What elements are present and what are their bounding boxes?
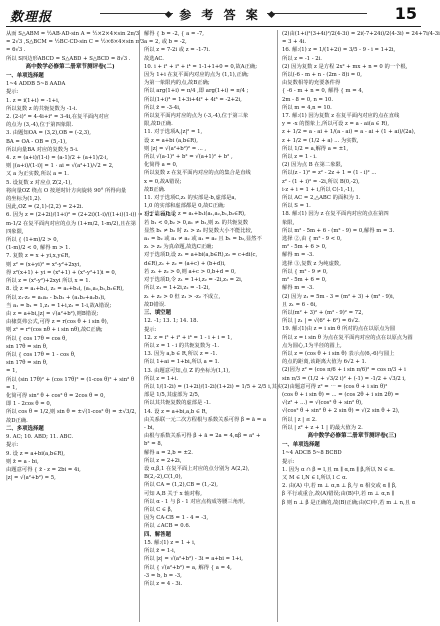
answer-line: (2) 因为复数 z 是方程 2x² + mx + n = 0 的一个根, xyxy=(282,63,408,70)
answer-line: 所以 { cos 17θ = cos θ, xyxy=(6,335,68,342)
answer-line: 所以 ∠ACB = 0.6. xyxy=(144,523,191,530)
answer-line: 又 a 为正实数,所以 a = 1. xyxy=(6,171,69,178)
answer-line: 1~4 ADDB 5~8 AADA xyxy=(6,81,66,88)
answer-line: 所以 { √(a²+b²) = a, 解得 { a = 4, xyxy=(144,564,232,571)
answer-line: x = 0,故A错误; xyxy=(144,178,182,185)
part-heading: 一、单项选择题 xyxy=(6,72,44,79)
answer-line: 所以 z = (cos θ + i sin θ) 表示点(6,-6)与圆上 xyxy=(282,350,395,357)
answer-line: 所以 m = 4,n = 10. xyxy=(282,104,332,111)
answer-line: √(z² + ...) = √(cos² θ + sin² θ), xyxy=(282,400,363,407)
answer-line: (2)由题意可得 z² = ⋯ = (cos θ + i sin θ)² xyxy=(282,383,388,390)
answer-line: 所以复平面内对应的点为 (-3,-4),位于第三象 xyxy=(144,113,249,120)
answer-line: √(cos² θ + sin² θ + 2 sin θ) = √(2 sin θ + 2), xyxy=(282,408,400,415)
answer-line: 由题意可得 { z̄ - z = 2bi = 4i, xyxy=(6,466,81,473)
answer-line: 解得 { b = -2, { a = -7, xyxy=(144,31,204,37)
answer-line: 由根与系数关系可得 β + ā = 2a = 4,αβ = a² + xyxy=(144,433,261,440)
answer-line: 由 z = a+bi,|z| = √(a²+b²),则B错误; xyxy=(6,310,99,317)
part-heading: 四、解答题 xyxy=(144,531,171,538)
column-right xyxy=(282,30,440,622)
answer-line: 所以(m² + 3)² + (m² - 9)² = 72, xyxy=(282,309,364,316)
answer-line: a₁ = b₂ 或 a₁ ≠ a₂ 或 a₁ = a₂ 且 b₁ = b₂,显然不 xyxy=(144,236,262,243)
answer-line: 对于选项D,设 z = a₁+b₁i(a₁,a₂,b₁,b₂∈R), xyxy=(144,211,246,218)
answer-line: β 则 n ⊥ β 是正确的,故(B)正确;由(C)中,若 m ⊥ n,且 α xyxy=(282,499,416,506)
answer-line: 所以其共轭复数的虚部是 -1. xyxy=(144,400,211,407)
answer-line: (2)由(1+i)²(3+4i)²/2(4-3i) = 2i(-7+24i)/2(4-3i) = 24+7i/4-3i xyxy=(282,31,440,37)
answer-line: 点为圆心,1为半径的圆上, xyxy=(282,342,342,349)
answer-line: 6. 因为 z = (2+2i)/(1+i)² = (2+2i)(1-i)/((1+i)(1-i)) = 1/2 + m/2 i, xyxy=(6,212,176,219)
answer-line: 所以 √(a-1)² + b² = √(a+1)² + b² , xyxy=(144,154,233,161)
answer-line: sin 17θ = sin θ, xyxy=(6,343,48,350)
part-heading: 二、多项选择题 xyxy=(6,425,44,432)
answer-line: = 6√3 . xyxy=(6,47,26,54)
answer-line: BA = OA - OB = (5,-1), xyxy=(6,138,67,145)
answer-line: 所以 cos θ = 1/2,则 sin θ = ±√(1-cos² θ) = ±√3/2, xyxy=(6,409,137,416)
answer-line: 所以 α - 1 与 β - 1 对应点构成等腰三角形, xyxy=(144,498,245,505)
answer-line: d∈R),z₁ + z₂ = (a+c) + (b+d)i, xyxy=(144,260,226,267)
answer-line: 2. 由(A) 中,若 m ⊥ α,n ⊥ β,与 α 相交或 α ∥ β, xyxy=(282,483,397,490)
answer-line: 18. 解:(1) 因为 z 在复平面内对应的点在第四 xyxy=(282,211,389,218)
answer-line: 化简可得 sin² θ + cos² θ = 2cos θ = 0, xyxy=(6,392,106,399)
answer-line: 1~4 ADCB 5~8 BCBD xyxy=(282,450,342,457)
answer-line: 若 b₁ < 0,b₂ > 0,a₁ ≠ b₂,则 z₁ 的共轭复数 xyxy=(144,219,249,226)
column-middle xyxy=(144,30,283,622)
answer-line: m² - 5m + 6 > 0, xyxy=(282,244,327,251)
answer-line: 1. z = i(1+i) = -1+i, xyxy=(6,97,60,104)
answer-line: 部是 1/5,其虚部为 2/5, xyxy=(144,392,200,399)
answer-line: 所以(z - 1)² = z² - 2z + 1 = (1 - i)² ... xyxy=(282,170,377,177)
answer-line: 9. 设 z = a+bi(a,b∈R), xyxy=(6,450,65,457)
answer-line: 则 zⁿ = rⁿ(cos nθ + i sin nθ),故C正确; xyxy=(6,327,103,334)
answer-line: 显然 b₁ ≠ b₂ 时 z₁ > z₂ 时复数大小不能比较, xyxy=(144,227,253,234)
answer-line: 所以 z = 1 - i. xyxy=(282,154,317,161)
answer-line: = 2√3 ,S△BCM = ½BC·CD·sin C = ½×6×4×sin π/3 xyxy=(6,39,145,46)
answer-line: 所以 z = -1 - 2i. xyxy=(282,55,322,62)
answer-line: (1-m)/2 < 0, 解得 m > 1. xyxy=(6,245,71,252)
answer-line: 得 z²(x+1) + yi = (x²+1) + (x²-y²+1)i = 0, xyxy=(6,269,117,276)
answer-line: 化简得 a = 0, xyxy=(144,162,178,169)
answer-line: (2)因为 z² = (cos π/6 + i sin π/6)² = cos π/3 + i xyxy=(282,367,406,374)
answer-line: 14. 设 z = a+bi,a,b ∈ R, xyxy=(144,408,208,415)
answer-line: 则 z² = (x+yi)² = x²-y²+2xyi, xyxy=(6,261,82,268)
answer-line: 象限, xyxy=(282,219,295,226)
answer-line: 13. 因为 a,b ∈ R,所以 z = -1. xyxy=(144,351,218,358)
answer-line: 10. i + i² + i³ + i⁴ = 1-1+1+0 = 0,故A正确; xyxy=(144,63,257,70)
answer-line: 8. 设 z = a₁+b₁i, z₂ = a₂+b₂i, (a₁,a₂,b₁,b₂∈R), xyxy=(6,286,124,293)
answer-line: 12. z = i² + i³ + i⁴ = 1 - i + i = 1, xyxy=(144,334,233,341)
answer-line: m-1/2 在复平面内对应的点为 (1+m/2, 1-m/2),且在第 xyxy=(6,220,137,227)
answer-line: 四象限, xyxy=(6,228,24,235)
answer-line: 所以 z₁·z₂ = a₁a₂ - b₁b₂ + (a₁b₂+a₂b₁)i, xyxy=(6,294,106,301)
newspaper-brand: 数理报 xyxy=(10,10,53,25)
answer-line: 所以 z₁ = 1+2i,z₂ = -1-2i, xyxy=(144,285,210,292)
answer-line: 所以 arg(1+i) = π/4 ,即 arg(1+i) = π/4 ; xyxy=(144,88,249,95)
answer-line: 故D正确. xyxy=(6,417,28,424)
answer-line: 即 1 - 2cos θ = 0, xyxy=(6,401,52,408)
answer-line: 所以 S = 1. xyxy=(282,203,311,210)
answer-line: 提示: xyxy=(282,458,295,465)
answer-line: 提示: xyxy=(6,89,19,96)
answer-line: 将向量OZ 绕点 O 按逆时针方向旋转 90° 所得向量 xyxy=(6,187,127,194)
answer-line: 1. 因为 α ∩ β = l,且 m ∥ α,m ∥ β,所以 N ∈ α. xyxy=(282,466,395,473)
answer-line: 当 a₁ = b₁ = 1,z₁ = 1+i,z₂ = 1-i,故A错误; xyxy=(6,302,112,309)
answer-line: = 1, xyxy=(6,384,18,391)
answer-line: 所以 1/2 = a,解得 a = ±1, xyxy=(282,145,349,152)
answer-line: 15. 解:(1) z = 1 + i, xyxy=(144,540,196,546)
answer-line: 对于选项D,令 z₁ = 1+i,z₂ = -2i,z₃ = 2i, xyxy=(144,277,243,284)
answer-line: (2) 因为点 B 在第二象限, xyxy=(282,162,343,169)
answer-line: 因为 1+i 在复平面内对应的点为 (1,1),正确; xyxy=(144,72,249,79)
diamond-ornament-icon xyxy=(268,11,275,18)
answer-line: 所以 | z₁ | = √(6² + 6²) = 6√2. xyxy=(282,318,360,325)
answer-line: 由棣莫弗公式,可得 z = r(cos θ + i sin θ), xyxy=(6,319,109,326)
answer-line: 的坐标为(1,2). xyxy=(6,196,42,203)
answer-line: 所以 { (1+m)/2 > 0, xyxy=(6,237,59,244)
answer-line: b² = 8, xyxy=(144,441,163,448)
answer-line: 2m - 8 = 0, n = 10. xyxy=(282,96,334,103)
answer-line: 13. 由题意可知,点 Z 的坐标为(1,1), xyxy=(144,367,231,374)
answer-line: sin π/3 = (1/2 + √3/2 i)² + (-1) = -1/2 + √3/2 i, xyxy=(282,375,406,382)
answer-line: 16. 解:(1) z = 1/(1+2i) = 3/5 - 9 - i = 1+2i, xyxy=(282,47,396,54)
page-header xyxy=(0,0,427,30)
column-divider xyxy=(277,30,278,622)
answer-line: 所以 z = 7-2i 或 z = -1-7i. xyxy=(144,47,211,54)
answer-line: 的点为 (3,-4),位于第四象限. xyxy=(6,122,74,129)
answer-line: β 平行或重合,故(A)错误;由(B)中,若 m ⊥ α,n ∥ xyxy=(282,491,395,498)
answer-line: 所以 { m² - 9 ≠ 0, xyxy=(282,268,328,275)
answer-line: 为第一象限内的点,故B正确; xyxy=(144,80,210,87)
answer-line: 设 z = a+bi (a,b∈R), xyxy=(144,137,198,144)
answer-line: (cos θ + i sin θ) = ... = (cos 2θ + i sin 2θ) = xyxy=(282,391,400,398)
answer-line: z₁ + z₂ > 0 但 z₁ > -z₂ 不成立, xyxy=(144,293,221,300)
answer-line: m² - 5m + 6 = 0, xyxy=(282,277,327,284)
answer-line: 7. 复数 z = x + yi,x,y∈R, xyxy=(6,253,71,260)
answer-line: 所以 { cos 17θ = 1 - cos θ, xyxy=(6,351,76,358)
answer-line: (2) 因为 z₁ = 5m - 3 = (m² + 3) + (m² - 9)i, xyxy=(282,293,395,300)
answer-line: 则 |(a+i)/(1-i)| = 1 · ai = √(a²+1)/√2 = 2, xyxy=(6,163,114,170)
answer-line: 12. -1; 13. 1; 14. 18. xyxy=(144,318,199,325)
answer-line: 11. 对于选项C,z₁ 的实部是-b,虚部是a, xyxy=(144,195,237,202)
answer-line: 所以(1+i)³ = 1+3i+4i² + 4i³ = -2+2i, xyxy=(144,96,242,103)
answer-line: 限,故D正确. xyxy=(144,121,173,128)
answer-line: 解得 m = -3. xyxy=(282,285,314,292)
answer-line: 5. 设复数 z 对应点 Z(2,-1), xyxy=(6,179,73,186)
column-divider xyxy=(139,30,140,622)
answer-line: 所以 | z | ≤ 2. xyxy=(282,416,317,423)
answer-line: 所以 C ∈ β, xyxy=(144,506,173,513)
answer-line: 所以 (sin 17θ)² + (cos 17θ)² = (1-cos θ)² + sin² θ xyxy=(6,376,135,383)
answer-line: 又 M ∈ l,N ∈ l,所以 l ⊂ α. xyxy=(282,474,348,481)
answer-line: 所以 1+ai = 1+bi,所以 a = 1. xyxy=(144,359,220,366)
header-divider xyxy=(6,26,421,27)
answer-line: 的点的距离,该距离大值为 6√2 + 1. xyxy=(282,359,367,366)
answer-line: 且 z₁ = 6 - 6i, xyxy=(282,301,317,308)
answer-line: 故B正确. xyxy=(144,186,166,193)
answer-line: 由关系联一元二次方程根与系数关系可得 β = ā = a xyxy=(144,416,267,423)
answer-line: 若 z₁ + z₂ > 0,则 a+c > 0,b+d = 0, xyxy=(144,268,236,275)
part-heading: 一、单项选择题 xyxy=(282,441,320,448)
answer-line: -3 = b, b = -3, xyxy=(144,572,182,579)
answer-line: 所以 z̄ = -3-4i, xyxy=(144,104,181,111)
answer-line: 所以 AC = 2,△ABC 的面积为 1. xyxy=(282,195,361,202)
answer-line: 解得 a = 2,b = ±2. xyxy=(144,449,193,456)
answer-line: 1,0 的实部和虚部都是 0,故C正确; xyxy=(144,203,225,210)
answer-line: z² - (1 + i)² = -2i,所以 B(0,-2), xyxy=(282,178,360,185)
answer-line: z + 1/2 = (1/2 + a) ... 为实数, xyxy=(282,137,359,144)
answer-line: 所以 z = 1 - i 的共轭复数为 -1. xyxy=(144,342,220,349)
answer-line: = 3 + 4i. xyxy=(282,39,307,46)
answer-line: 设 α,β,1 在复平面上对应的点分别为 A(2,2), xyxy=(144,465,250,472)
answer-line: z + 1/2 = a - ai + 1/(a - ai) = a - ai + (1 + ai)/(2a), xyxy=(282,129,416,136)
answer-line: 4. z = (a+i)/(1-i) = (a-1)/2 + (a+1)/2·i, xyxy=(6,155,109,162)
answer-line: 提示: xyxy=(6,442,19,449)
answer-line: 由复数相等的充要条件得 xyxy=(282,80,341,87)
diamond-ornament-icon xyxy=(165,11,172,18)
answer-line: 选择 ②,由 { m² - 9 < 0, xyxy=(282,236,342,243)
answer-line: 因此,OZ = (2,1)·(2,2) = 2+2i. xyxy=(6,204,84,211)
answer-line: 因为 CA·CB = 1 - 4 = -3, xyxy=(144,515,209,522)
answer-line: 19. 解:(1)由 z = i sin θ 所对的点在以原点为圆 xyxy=(282,326,395,333)
section-title: 高中数学必修第二册章节测评卷(三) xyxy=(307,432,397,439)
answer-line: 所以复数 z 的共轭复数为 -1-i. xyxy=(6,105,78,112)
title-block xyxy=(160,5,280,23)
answer-line: 所以 z = 1+i. xyxy=(144,375,179,382)
answer-line: 所以 S四边形ABCD = S△ABD + S△BCD = 8√3 . xyxy=(6,55,131,62)
answer-line: a = 2, 或 b = -2, xyxy=(144,39,187,46)
section-title: 高中数学必修第二册章节测评卷(二) xyxy=(25,63,115,70)
answer-line: 9. AC; 10. ABD; 11. ABC. xyxy=(6,434,74,441)
answer-line: 所以 z = (x²-y²)+2xyi 所以 x = 1. xyxy=(6,278,91,285)
answer-line: z₁ > z₂ 为真命题,故选C正确; xyxy=(144,244,214,251)
page-title: 参 考 答 案 xyxy=(173,6,267,23)
answer-line: 所以 m² - 5m + 6 - (m² - 9) = 0,解得 m = 3. xyxy=(282,227,395,234)
answer-line: sin 17θ = sin θ, xyxy=(6,360,48,367)
answer-line: 所以 CA = (1,2),CB = (1,-2), xyxy=(144,482,218,489)
answer-line: 故选AC. xyxy=(144,55,164,62)
answer-line: 所以 | z² + z + 1 | 的最大值为 2. xyxy=(282,424,363,431)
answer-line: y = -x 的图象上,所以可设 z = a - ai(a ∈ R), xyxy=(282,121,390,128)
answer-line: 则 |z| = √(a²+b²)² = ... , xyxy=(144,145,207,152)
answer-line: 所以 |z| = √(a²+b²) - 3i = a+bi = 1+i, xyxy=(144,556,243,563)
answer-line: 所以复数 z 在复平面内对应的点的集合是直线 xyxy=(144,170,251,177)
answer-line: 所以 z = 2+2i, xyxy=(144,457,182,464)
answer-line: |z| = √(a²+b²) = 5, xyxy=(6,475,56,482)
page-number: 15 xyxy=(394,4,417,23)
answer-line: 3. 由题知OA = (3,2),OB = (-2,3), xyxy=(6,130,91,137)
answer-line: 对于选项D,设 z₁ = a+bi(a,b∈R),z₂ = c+di(c, xyxy=(144,252,258,259)
answer-line: 所以 z = i sin θ 为点在复平面内对应的点在以原点为圆 xyxy=(282,334,413,341)
part-heading: 三、填空题 xyxy=(144,309,171,316)
answer-line: 可知 A,B 关于 x 轴对称, xyxy=(144,490,202,497)
answer-line: i·z + i = 1 + i,所以 C(-1,-1), xyxy=(282,186,355,193)
answer-line: B(2,-2),C(1,0), xyxy=(144,474,183,481)
answer-line: 选择 ③,复数 z 为纯虚数, xyxy=(282,260,341,267)
answer-line: 故D错误. xyxy=(144,301,166,308)
answer-line: { -6 - m + n = 0, 解得 { m = 4, xyxy=(282,88,364,95)
answer-line: 解得 m = -3. xyxy=(282,252,314,259)
answer-line: 所以 z̄ = 1-i, xyxy=(144,548,176,555)
answer-line: - bi, xyxy=(144,424,155,431)
answer-line: 则 z̄ = a - bi, xyxy=(6,458,39,465)
answer-line: 所以 1/(1-2i) = (1+2i)/(1-2i)(1+2i) = 1/5 + 2/5 i,其实 xyxy=(144,383,283,390)
answer-line: = 1, xyxy=(6,368,18,375)
answer-line: 所以(-6 - m + n - (2m - 8)i = 0, xyxy=(282,72,362,79)
answer-line: 所以向量BA 对应的复数为 5-i. xyxy=(6,146,79,153)
answer-line: 11. 对于选项A,|z|² = 1, xyxy=(144,129,203,136)
answer-line: 17. 解:(1) 因为复数 z 在复平面内对应的点在直线 xyxy=(282,113,400,120)
answer-line: 2. (2-i)² = 4-4i+i² = 3-4i,在复平面内对应 xyxy=(6,114,109,121)
answer-line: 提示: xyxy=(144,326,157,333)
answer-line: 从而 S△ABM = ½AB·AD·sin A = ½×2×4×sin 2π/3 xyxy=(6,31,140,37)
answer-line: 所以 z = 4 - 3i. xyxy=(144,581,183,588)
